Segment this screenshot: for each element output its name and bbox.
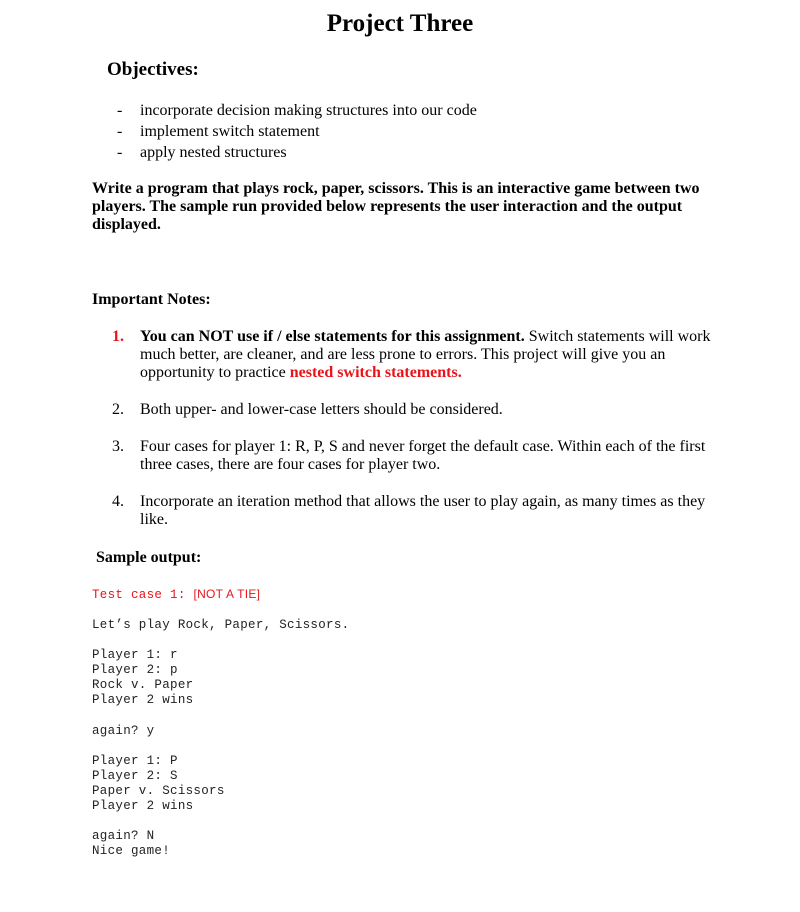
page-title: Project Three (326, 10, 474, 37)
note-item-1: 1. You can NOT use if / else statements for this assignment. Switch statements will work much better, are cleaner, and are less prone to errors. This project will give you an opportunity to practice nested switch statements. (112, 328, 711, 381)
note-item-3: 3. Four cases for player 1: R, P, S and never forget the default case. Within each of the first three cases, there are four cases for player two. (112, 438, 706, 473)
output-round-1: Player 1: r Player 2: p Rock v. Paper Player 2 wins (92, 648, 194, 707)
notes-heading: Important Notes: (92, 291, 211, 308)
objectives-heading: Objectives: (107, 59, 199, 80)
list-item: - apply nested structures (117, 144, 287, 161)
assignment-description: Write a program that plays rock, paper, scissors. This is an interactive game between two players. The sample run provided below represents the user interaction and the output displayed. (92, 180, 700, 233)
list-item: - incorporate decision making structures into our code (117, 102, 477, 119)
output-round-2: Player 1: P Player 2: S Paper v. Scissors Player 2 wins (92, 754, 225, 813)
note-item-2: 2. Both upper- and lower-case letters should be considered. (112, 401, 503, 418)
output-intro: Let’s play Rock, Paper, Scissors. (92, 618, 350, 632)
output-again-1: again? y (92, 724, 155, 738)
sample-heading: Sample output: (96, 549, 202, 566)
list-item: - implement switch statement (117, 123, 320, 140)
test-case-label: Test case 1: [NOT A TIE] (92, 587, 261, 602)
note-item-4: 4. Incorporate an iteration method that allows the user to play again, as many times as they like. (112, 493, 706, 528)
notes-list (112, 328, 722, 529)
output-end: again? N Nice game! (92, 829, 171, 858)
objectives-list (117, 100, 477, 163)
